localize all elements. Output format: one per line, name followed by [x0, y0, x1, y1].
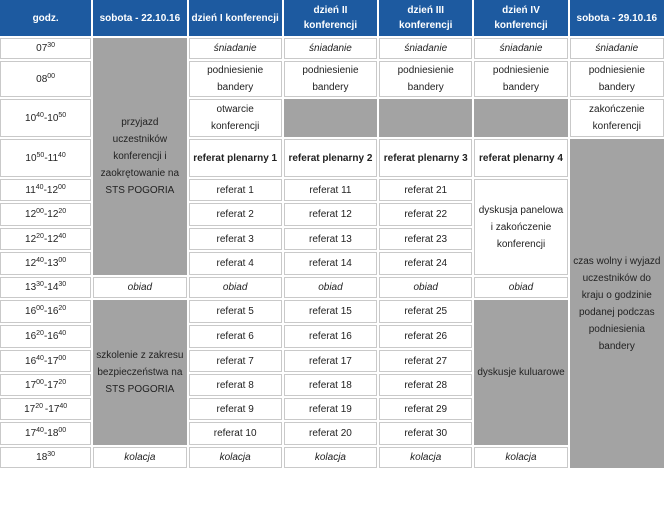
header-row [0, 0, 664, 36]
flag-raising-cell: podniesienie bandery [570, 61, 664, 97]
lunch-cell: obiad [93, 277, 186, 298]
time-cell: $17^{00}-17^{20}$ [0, 374, 91, 396]
talk-cell: referat 26 [379, 325, 472, 348]
time-cell: $07^{30}$ [0, 38, 91, 59]
time-cell: $16^{00}-16^{20}$ [0, 300, 91, 323]
talk-cell: referat 18 [284, 374, 377, 396]
talk-cell: referat 9 [189, 398, 282, 420]
lunch-cell: obiad [474, 277, 567, 298]
flag-raising-cell: podniesienie bandery [284, 61, 377, 97]
talk-cell: referat 14 [284, 252, 377, 275]
talk-cell: referat 23 [379, 228, 472, 250]
lunch-cell: obiad [284, 277, 377, 298]
talk-cell: referat 7 [189, 350, 282, 372]
header-day-1: dzień I konferencji [189, 0, 282, 36]
time-cell: $10^{50}-11^{40}$ [0, 139, 91, 177]
talk-cell: referat 21 [379, 179, 472, 201]
lunch-cell: obiad [379, 277, 472, 298]
talk-cell: referat 3 [189, 228, 282, 250]
empty-grey-cell [474, 99, 567, 137]
time-cell: $12^{00}-12^{20}$ [0, 203, 91, 226]
day-2-plenary-cell: referat plenarny 2 [284, 139, 377, 177]
talk-cell: referat 5 [189, 300, 282, 323]
breakfast-cell: śniadanie [189, 38, 282, 59]
talk-cell: referat 24 [379, 252, 472, 275]
talk-cell: referat 4 [189, 252, 282, 275]
empty-grey-cell [284, 99, 377, 137]
day-1-opening-cell: otwarcie konferencji [189, 99, 282, 137]
time-cell: $16^{40}-17^{00}$ [0, 350, 91, 372]
day-3-plenary-cell: referat plenarny 3 [379, 139, 472, 177]
dinner-cell: kolacja [93, 447, 186, 468]
flag-raising-cell: podniesienie bandery [379, 61, 472, 97]
talk-cell: referat 6 [189, 325, 282, 348]
saturday-2-free-time-cell: czas wolny i wyjazd uczestników do kraju o godzinie podanej podczas podniesienia bandery [570, 139, 664, 468]
time-cell: $16^{20}-16^{40}$ [0, 325, 91, 348]
talk-cell: referat 20 [284, 422, 377, 445]
flag-raising-cell: podniesienie bandery [189, 61, 282, 97]
saturday-1-training-cell: szkolenie z zakresu bezpieczeństwa na STS POGORIA [93, 300, 186, 445]
time-cell: $10^{40}-10^{50}$ [0, 99, 91, 137]
flag-raising-cell: podniesienie bandery [474, 61, 567, 97]
talk-cell: referat 17 [284, 350, 377, 372]
time-cell: $17^{20}$ $-17^{40}$ [0, 398, 91, 420]
talk-cell: referat 27 [379, 350, 472, 372]
time-cell: $12^{20}-12^{40}$ [0, 228, 91, 250]
talk-cell: referat 1 [189, 179, 282, 201]
saturday-1-arrival-cell: przyjazd uczestników konferencji i zaokrętowanie na STS POGORIA [93, 38, 186, 275]
day-4-plenary-cell: referat plenarny 4 [474, 139, 567, 177]
dinner-cell: kolacja [284, 447, 377, 468]
breakfast-cell: śniadanie [284, 38, 377, 59]
time-cell: $08^{00}$ [0, 61, 91, 97]
header-saturday-1: sobota - 22.10.16 [93, 0, 186, 36]
talk-cell: referat 13 [284, 228, 377, 250]
time-cell: $18^{30}$ [0, 447, 91, 468]
saturday-2-closing-cell: zakończenie konferencji [570, 99, 664, 137]
talk-cell: referat 8 [189, 374, 282, 396]
talk-cell: referat 2 [189, 203, 282, 226]
schedule-row [0, 447, 664, 468]
breakfast-cell: śniadanie [474, 38, 567, 59]
dinner-cell: kolacja [189, 447, 282, 468]
talk-cell: referat 10 [189, 422, 282, 445]
talk-cell: referat 12 [284, 203, 377, 226]
empty-grey-cell [379, 99, 472, 137]
schedule-row [0, 38, 664, 59]
schedule-row [0, 300, 664, 323]
breakfast-cell: śniadanie [570, 38, 664, 59]
talk-cell: referat 11 [284, 179, 377, 201]
day-1-plenary-cell: referat plenarny 1 [189, 139, 282, 177]
talk-cell: referat 22 [379, 203, 472, 226]
schedule-row [0, 277, 664, 298]
header-day-3: dzień III konferencji [379, 0, 472, 36]
dinner-cell: kolacja [379, 447, 472, 468]
talk-cell: referat 30 [379, 422, 472, 445]
time-cell: $11^{40}-12^{00}$ [0, 179, 91, 201]
talk-cell: referat 15 [284, 300, 377, 323]
talk-cell: referat 29 [379, 398, 472, 420]
time-cell: $13^{30}-14^{30}$ [0, 277, 91, 298]
talk-cell: referat 28 [379, 374, 472, 396]
header-saturday-2: sobota - 29.10.16 [570, 0, 664, 36]
header-day-4: dzień IV konferencji [474, 0, 567, 36]
talk-cell: referat 19 [284, 398, 377, 420]
talk-cell: referat 25 [379, 300, 472, 323]
dinner-cell: kolacja [474, 447, 567, 468]
header-day-2: dzień II konferencji [284, 0, 377, 36]
lunch-cell: obiad [189, 277, 282, 298]
time-cell: $12^{40}-13^{00}$ [0, 252, 91, 275]
day-4-panel-cell: dyskusja panelowa i zakończenie konferencji [474, 179, 567, 275]
day-4-lobby-discussion-cell: dyskusje kuluarowe [474, 300, 567, 445]
breakfast-cell: śniadanie [379, 38, 472, 59]
time-cell: $17^{40}-18^{00}$ [0, 422, 91, 445]
talk-cell: referat 16 [284, 325, 377, 348]
header-time: godz. [0, 0, 91, 36]
